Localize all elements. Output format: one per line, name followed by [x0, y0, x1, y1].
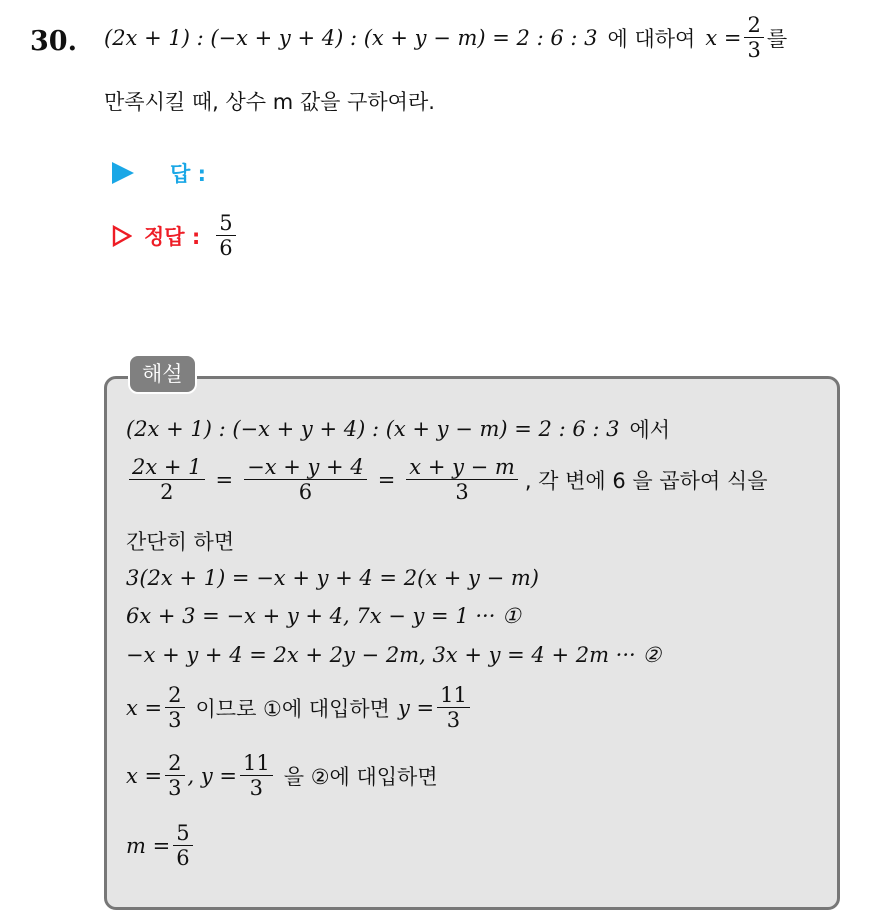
- solution-line-6: −x + y + 4 = 2x + 2y − 2m, 3x + y = 4 + 2m ··· ②: [126, 643, 662, 667]
- sol-l2-f2-num: −x + y + 4: [244, 456, 367, 480]
- sol-l7-frac1: [165, 684, 184, 731]
- solution-line-8: [126, 752, 438, 799]
- question-text-b: 를: [766, 26, 788, 51]
- sol-l2-f1-num: 2x + 1: [129, 456, 205, 480]
- question-number: 30.: [30, 26, 77, 57]
- sol-l2-eq2: =: [377, 467, 396, 492]
- sol-l9-frac: [173, 822, 192, 869]
- x-fraction-den: 3: [747, 38, 761, 63]
- sol-l2-f3-num: x + y − m: [406, 456, 518, 480]
- correct-answer-label: 정답 :: [144, 224, 201, 249]
- solution-tag: 해설: [128, 354, 197, 394]
- x-fraction-num: 2: [744, 14, 763, 38]
- sol-l7-frac2: [437, 684, 470, 731]
- sol-l8-den2: 3: [249, 776, 264, 801]
- sol-l7-text: 이므로 ①에 대입하면: [195, 696, 390, 721]
- sol-l2-f3-den: 3: [455, 480, 469, 505]
- sol-l2-f1-den: 2: [160, 480, 174, 505]
- sol-l2-f2-den: 6: [298, 480, 313, 505]
- solution-line-2: [126, 456, 767, 503]
- sol-l9-a: m =: [126, 833, 171, 858]
- sol-l8-num2: 11: [240, 752, 273, 776]
- sol-l2-frac2: [244, 456, 367, 503]
- solution-line-9: [126, 822, 196, 869]
- correct-answer-num: 5: [216, 212, 235, 236]
- sol-l8-frac1: [165, 752, 184, 799]
- question-line-2: 만족시킬 때, 상수 m 값을 구하여라.: [104, 90, 435, 114]
- sol-l7-den: 3: [168, 708, 182, 733]
- sol-l9-den: 6: [176, 846, 190, 871]
- play-triangle-icon: [112, 162, 134, 184]
- correct-answer-row: [112, 212, 239, 259]
- sol-l8-b: , y =: [187, 763, 237, 788]
- correct-answer-den: 6: [219, 236, 233, 261]
- solution-line-5: 6x + 3 = −x + y + 4, 7x − y = 1 ··· ①: [126, 604, 521, 628]
- sol-l8-den: 3: [168, 776, 182, 801]
- ratio-equation: (2x + 1) : (−x + y + 4) : (x + y − m) = 2 : 6 : 3: [104, 25, 598, 50]
- sol-l2-frac1: [129, 456, 205, 503]
- sol-l9-num: 5: [173, 822, 192, 846]
- solution-line-1: [126, 414, 670, 444]
- sol-l1-text: 에서: [629, 418, 671, 442]
- sol-l8-a: x =: [126, 763, 163, 788]
- question-line-1: [104, 14, 787, 61]
- sol-l2-frac3: [406, 456, 518, 503]
- answer-row: [112, 158, 206, 188]
- sol-l7-num: 2: [165, 684, 184, 708]
- correct-answer-fraction: [216, 212, 235, 259]
- sol-l2-text: , 각 변에 6 을 곱하여 식을: [524, 468, 768, 493]
- sol-l1-math: (2x + 1) : (−x + y + 4) : (x + y − m) = 2 : 6 : 3: [126, 417, 620, 441]
- question-text-a: 에 대하여: [607, 26, 696, 51]
- sol-l7-num2: 11: [437, 684, 470, 708]
- sol-l8-text: 을 ②에 대입하면: [283, 764, 438, 789]
- solution-line-3: 간단히 하면: [126, 530, 235, 554]
- sol-l8-num: 2: [165, 752, 184, 776]
- sol-l2-eq1: =: [215, 467, 234, 492]
- sol-l7-den2: 3: [446, 708, 461, 733]
- answer-label: 답 :: [170, 162, 206, 186]
- sol-l8-frac2: [240, 752, 273, 799]
- solution-line-4: 3(2x + 1) = −x + y + 4 = 2(x + y − m): [126, 566, 539, 590]
- sol-l7-b: y =: [397, 695, 435, 720]
- x-equals: x =: [705, 25, 742, 50]
- sol-l7-a: x =: [126, 695, 163, 720]
- x-fraction: [744, 14, 763, 61]
- outline-triangle-icon: [112, 225, 132, 247]
- solution-line-7: [126, 684, 473, 731]
